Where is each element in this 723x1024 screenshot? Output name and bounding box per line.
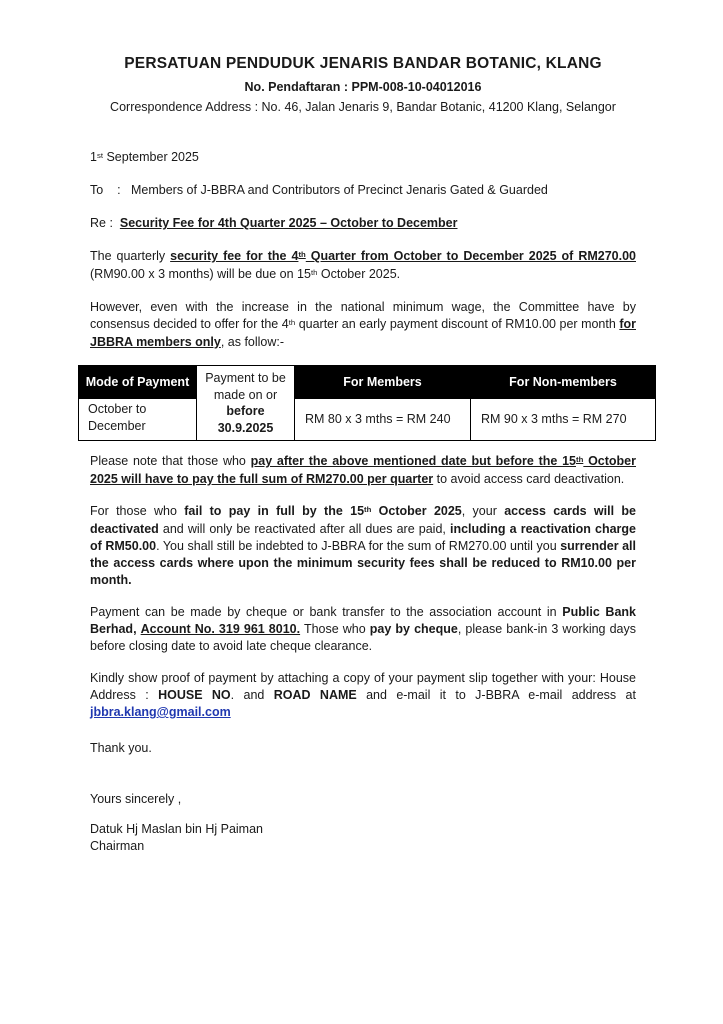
deadline-date: 30.9.2025: [217, 420, 274, 435]
letter-date: 1st September 2025: [90, 150, 199, 164]
signoff-line: Yours sincerely ,: [90, 792, 182, 806]
letterhead: [90, 54, 636, 116]
letter-body: [85, 149, 637, 855]
deadline-text: Payment to be made on or: [205, 371, 286, 402]
email-link[interactable]: jbbra.klang@gmail.com: [90, 705, 231, 719]
paragraph-late-payment: Please note that those who pay after the above mentioned date but before the 15th October 2025 will have to pay the full sum of RM270.00 per quarter to avoid access card deactivation.: [90, 454, 636, 486]
signatory-title: Chairman: [90, 839, 145, 853]
signatory-name: Datuk Hj Maslan bin Hj Paiman: [90, 822, 263, 836]
payment-table-header-row: [79, 366, 656, 399]
correspondence-address: Correspondence Address : No. 46, Jalan Jenaris 9, Bandar Botanic, 41200 Klang, Selangor: [110, 100, 616, 114]
paragraph-payment-method: Payment can be made by cheque or bank transfer to the association account in Public Bank Berhad, Account No. 319 961 8010. Those who pay by cheque, please bank-in 3 working days before closing date to avoid late cheque clearance.: [90, 605, 636, 653]
recipient-line: To : Members of J-BBRA and Contributors of Precinct Jenaris Gated & Guarded: [90, 183, 548, 197]
paragraph-proof-of-payment: Kindly show proof of payment by attaching a copy of your payment slip together with your: House Address : HOUSE NO. and ROAD NAME and e-mail it to J-BBRA e-mail address at jbbra.klang@gmail.com: [90, 671, 636, 719]
column-header-mode-of-payment: Mode of Payment: [79, 366, 197, 399]
payment-deadline-cell: [197, 366, 295, 441]
paragraph-discount-offer: However, even with the increase in the national minimum wage, the Committee have by consensus decided to offer for the 4th quarter an early payment discount of RM10.00 per month for JBBRA members only, as follow:-: [90, 300, 636, 349]
deadline-before-text: before: [226, 404, 265, 418]
payment-table: [78, 365, 656, 441]
subject-line: Re : Security Fee for 4th Quarter 2025 – October to December: [90, 216, 458, 230]
column-header-for-non-members: For Non-members: [471, 366, 656, 399]
thank-you-line: Thank you.: [90, 741, 152, 755]
members-amount-cell: RM 80 x 3 mths = RM 240: [295, 399, 471, 441]
payment-period-cell: October to December: [79, 399, 197, 441]
association-name: PERSATUAN PENDUDUK JENARIS BANDAR BOTANIC, KLANG: [124, 55, 602, 72]
non-members-amount-cell: RM 90 x 3 mths = RM 270: [471, 399, 656, 441]
column-header-for-members: For Members: [295, 366, 471, 399]
paragraph-deactivation: For those who fail to pay in full by the 15th October 2025, your access cards will be deactivated and will only be reactivated after all dues are paid, including a reactivation charge of RM50.00. You shall still be indebted to J-BBRA for the sum of RM270.00 until you surrender all the access cards where upon the minimum security fees shall be reduced to RM10.00 per month.: [90, 504, 637, 587]
payment-table-data-row: [79, 399, 656, 441]
registration-number: No. Pendaftaran : PPM-008-10-04012016: [244, 80, 482, 94]
paragraph-fee-due: The quarterly security fee for the 4th Quarter from October to December 2025 of RM270.00 (RM90.00 x 3 months) will be due on 15th October 2025.: [90, 249, 636, 281]
